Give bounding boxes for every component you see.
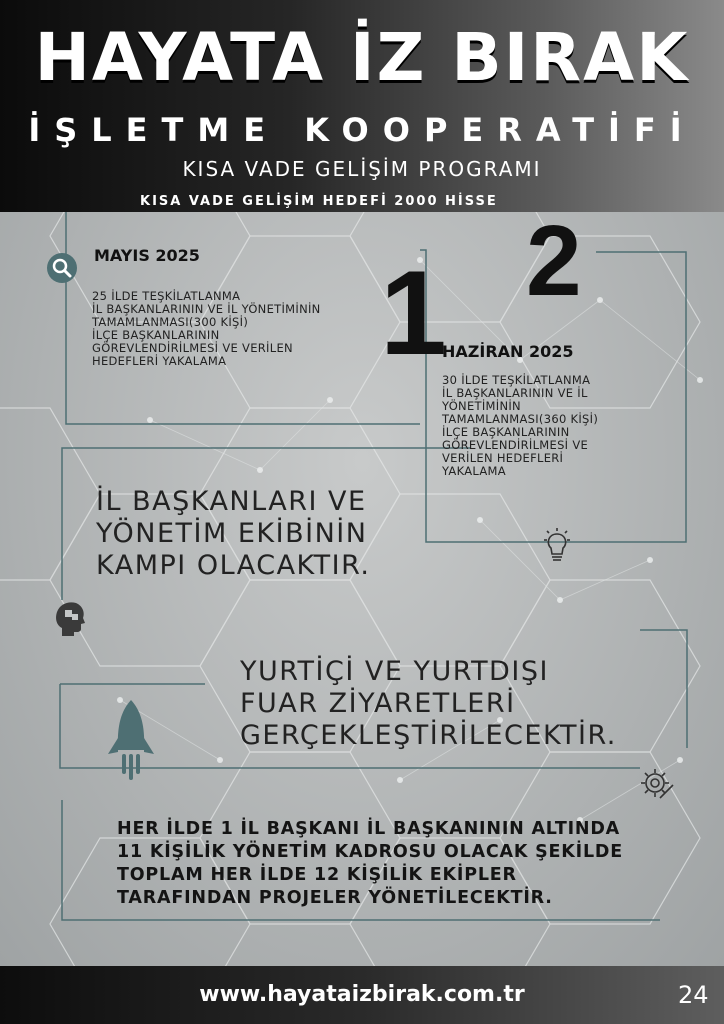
teams-text <box>117 818 623 910</box>
camp-line: KAMPI OLACAKTIR. <box>96 550 371 581</box>
step1-number: 1 <box>380 246 447 380</box>
website-link[interactable]: www.hayataizbirak.com.tr <box>199 982 525 1007</box>
step1-description <box>92 290 392 368</box>
step1-line: İLÇE BAŞKANLARININ <box>92 328 220 342</box>
page-number: 24 <box>678 981 709 1009</box>
step1-month: MAYIS 2025 <box>94 246 200 265</box>
lightbulb-icon <box>540 526 574 566</box>
step2-line: GÖREVLENDİRİLMESİ VE <box>442 438 589 452</box>
step2-line: İL BAŞKANLARININ VE İL <box>442 386 588 400</box>
step2-month: HAZİRAN 2025 <box>442 342 574 361</box>
camp-line: İL BAŞKANLARI VE <box>96 486 367 517</box>
step2-line: YAKALAMA <box>442 464 506 478</box>
step2-description <box>442 374 672 478</box>
teams-line: TOPLAM HER İLDE 12 KİŞİLİK EKİPLER <box>117 865 517 885</box>
fair-line: FUAR ZİYARETLERİ <box>240 688 516 719</box>
rocket-icon <box>104 698 158 782</box>
head-puzzle-icon <box>52 598 88 638</box>
fair-line: GERÇEKLEŞTİRİLECEKTİR. <box>240 720 617 751</box>
step1-line: 25 İLDE TEŞKİLATLANMA <box>92 289 241 303</box>
teams-line: 11 KİŞİLİK YÖNETİM KADROSU OLACAK ŞEKİLDE <box>117 842 623 862</box>
step2-number: 2 <box>526 205 582 317</box>
step2-line: İLÇE BAŞKANLARININ <box>442 425 570 439</box>
goal-text: KISA VADE GELİŞİM HEDEFİ 2000 HİSSE <box>140 194 498 209</box>
program-title: KISA VADE GELİŞİM PROGRAMI <box>182 157 542 181</box>
page-title: HAYATA İZ BIRAK <box>34 19 690 96</box>
step1-line: HEDEFLERİ YAKALAMA <box>92 354 227 368</box>
teams-line: HER İLDE 1 İL BAŞKANI İL BAŞKANININ ALTINDA <box>117 819 621 839</box>
camp-line: YÖNETİM EKİBİNİN <box>96 518 368 549</box>
step2-line: 30 İLDE TEŞKİLATLANMA <box>442 373 591 387</box>
step2-line: VERİLEN HEDEFLERİ <box>442 451 564 465</box>
fair-text <box>240 656 617 752</box>
fair-line: YURTİÇİ VE YURTDIŞI <box>240 656 549 687</box>
step1-line: İL BAŞKANLARININ VE İL YÖNETİMİNİN <box>92 302 321 316</box>
search-icon <box>46 252 78 284</box>
page-subtitle: İŞLETME KOOPERATİFİ <box>28 111 696 149</box>
step2-line: TAMAMLANMASI(360 KİŞİ) <box>442 412 599 426</box>
step2-line: YÖNETİMİNİN <box>442 399 521 413</box>
teams-line: TARAFINDAN PROJELER YÖNETİLECEKTİR. <box>117 888 553 908</box>
step1-line: TAMAMLANMASI(300 KİŞİ) <box>92 315 249 329</box>
gear-pencil-icon <box>638 764 676 802</box>
step1-line: GÖREVLENDİRİLMESİ VE VERİLEN <box>92 341 293 355</box>
camp-text <box>96 486 371 582</box>
